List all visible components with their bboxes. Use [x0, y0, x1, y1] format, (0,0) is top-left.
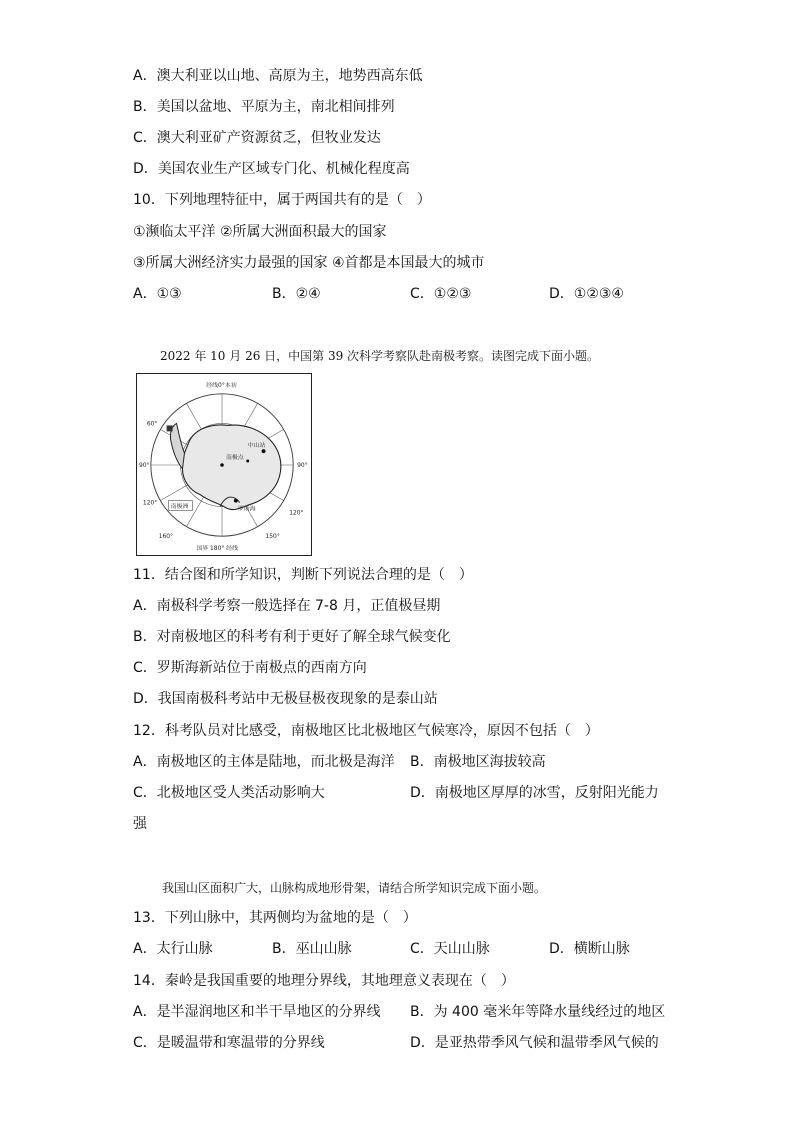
q12-option-a: A．南极地区的主体是陆地，而北极是海洋 — [133, 754, 395, 770]
q10-option-d: D．①②③④ — [549, 286, 624, 302]
q10-option-b: B．②④ — [272, 286, 321, 302]
label-90-east: 90° — [297, 461, 308, 469]
q13-option-a: A．太行山脉 — [133, 941, 213, 957]
q12-option-c: C．北极地区受人类活动影响大 — [133, 785, 325, 801]
label-station-zhongshan: 中山站 — [247, 442, 266, 450]
q13-stem: 13．下列山脉中，其两侧均为盆地的是（ ） — [133, 910, 417, 926]
station-dot-ross — [234, 499, 238, 503]
label-90-west: 90° — [138, 461, 150, 469]
q9-option-d: D．美国农业生产区域专门化、机械化程度高 — [133, 161, 410, 177]
section-intro-mountains: 我国山区面积广大，山脉构成地形骨架，请结合所学知识完成下面小题。 — [162, 881, 547, 895]
label-pole: 南极点 — [225, 454, 244, 462]
section-intro-antarctica: 2022 年 10 月 26 日，中国第 39 次科学考察队赴南极考察。读图完成下面小题。 — [160, 349, 600, 363]
q10-items-line1: ①濒临太平洋 ②所属大洲面积最大的国家 — [133, 224, 387, 240]
south-pole-dot — [220, 463, 224, 467]
q14-option-a: A．是半湿润地区和半干旱地区的分界线 — [133, 1004, 381, 1020]
label-120-left: 120° — [142, 499, 158, 507]
q13-option-d: D．横断山脉 — [549, 941, 630, 957]
q12-stem: 12．科考队员对比感受，南极地区比北极地区气候寒冷，原因不包括（ ） — [133, 723, 599, 739]
q11-option-d: D．我国南极科考站中无极昼极夜现象的是泰山站 — [133, 691, 438, 707]
label-120-right: 120° — [289, 509, 304, 517]
label-lon-bottom-left: 160° — [158, 533, 174, 541]
label-lat-60: 60° — [146, 420, 158, 428]
label-lon-bottom-right: 150° — [265, 533, 280, 541]
q14-option-d: D．是亚热带季风气候和温带季风气候的 — [410, 1035, 659, 1051]
q12-option-b: B．南极地区海拔较高 — [410, 754, 546, 770]
q13-option-c: C．天山山脉 — [410, 941, 490, 957]
label-top-meridian: 经线0°本初 — [206, 381, 237, 389]
q12-option-d: D．南极地区厚厚的冰雪，反射阳光能力 — [410, 785, 659, 801]
q10-stem: 10．下列地理特征中，属于两国共有的是（ ） — [133, 192, 431, 208]
label-region: 南极洲 — [170, 503, 189, 510]
station-mark-west — [167, 425, 173, 431]
q10-option-c: C．①②③ — [410, 286, 472, 302]
q14-option-b: B．为 400 毫米年等降水量线经过的地区 — [410, 1004, 666, 1020]
q11-option-b: B．对南极地区的科考有利于更好了解全球气候变化 — [133, 629, 451, 645]
antarctica-map — [136, 373, 312, 556]
q10-items-line2: ③所属大洲经济实力最强的国家 ④首都是本国最大的城市 — [133, 255, 485, 271]
antarctica-map-figure — [137, 374, 311, 555]
station-dot-zhongshan — [262, 449, 266, 453]
q11-option-a: A．南极科学考察一般选择在 7-8 月，正值极昼期 — [133, 598, 441, 614]
q9-option-c: C．澳大利亚矿产资源贫乏，但牧业发达 — [133, 130, 381, 146]
q9-option-a: A．澳大利亚以山地、高原为主，地势西高东低 — [133, 68, 423, 84]
q13-option-b: B．巫山山脉 — [272, 941, 352, 957]
q14-option-c: C．是暖温带和寒温带的分界线 — [133, 1035, 325, 1051]
q9-option-b: B．美国以盆地、平原为主，南北相间排列 — [133, 99, 395, 115]
q11-option-c: C．罗斯海新站位于南极点的西南方向 — [133, 660, 367, 676]
q12-option-d-continued: 强 — [133, 816, 147, 832]
q14-stem: 14．秦岭是我国重要的地理分界线，其地理意义表现在（ ） — [133, 973, 515, 989]
q10-option-a: A．①③ — [133, 286, 182, 302]
station-dot-inland — [246, 460, 249, 463]
label-station-ross: 罗斯海 — [237, 505, 256, 513]
label-bottom-meridian: 国界 180° 经线 — [196, 545, 239, 553]
q11-stem: 11．结合图和所学知识，判断下列说法合理的是（ ） — [133, 567, 473, 583]
